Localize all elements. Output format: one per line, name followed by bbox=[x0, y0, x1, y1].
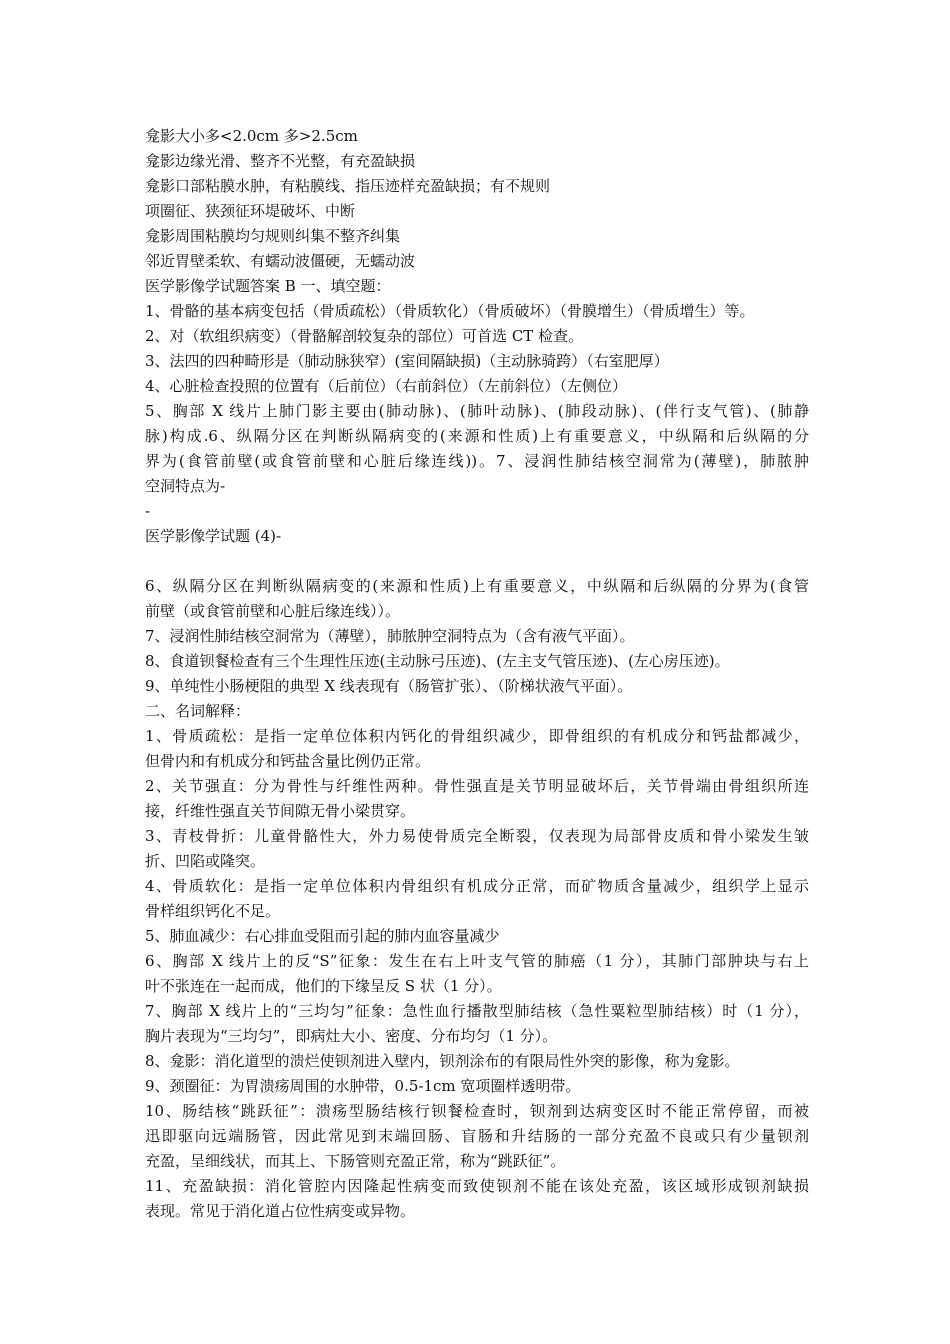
text-line: 龛影大小多<2.0cm 多>2.5cm bbox=[145, 127, 358, 145]
text-line: 折、凹陷或隆突。 bbox=[145, 852, 266, 870]
text-line: 4、骨质软化：是指一定单位体积内骨组织有机成分正常，而矿物质含量减少，组织学上显示 bbox=[145, 877, 809, 895]
text-line: 7、浸润性肺结核空洞常为（薄壁），肺脓肿空洞特点为（含有液气平面）。 bbox=[145, 627, 635, 645]
text-line: 龛影口部粘膜水肿，有粘膜线、指压迹样充盈缺损；有不规则 bbox=[145, 177, 551, 195]
text-line: 9、颈圈征：为胃溃疡周围的水肿带，0.5-1cm 宽项圈样透明带。 bbox=[145, 1077, 581, 1095]
separator-line: - bbox=[145, 502, 151, 520]
text-line: 2、对（软组织病变）（骨骼解剖较复杂的部位）可首选 CT 检查。 bbox=[145, 327, 584, 345]
text-line: 骨样组织钙化不足。 bbox=[145, 902, 281, 920]
text-line: 9、单纯性小肠梗阻的典型 X 线表现有（肠管扩张）、（阶梯状液气平面）。 bbox=[145, 677, 633, 695]
text-line: 2、关节强直：分为骨性与纤维性两种。骨性强直是关节明显破坏后，关节骨端由骨组织所连 bbox=[145, 777, 809, 795]
text-line: 8、龛影：消化道型的溃烂使钡剂进入壁内，钡剂涂布的有限局性外突的影像，称为龛影。 bbox=[145, 1052, 740, 1070]
document-section-1 bbox=[145, 124, 809, 549]
text-line: 龛影周围粘膜均匀规则纠集不整齐纠集 bbox=[145, 227, 401, 245]
text-line: 龛影边缘光滑、整齐不光整，有充盈缺损 bbox=[145, 152, 416, 170]
text-line: 空洞特点为- bbox=[145, 477, 226, 495]
text-line: 迅即驱向远端肠管，因此常见到末端回肠、盲肠和升结肠的一部分充盈不良或只有少量钡剂 bbox=[145, 1127, 809, 1145]
text-line: 6、纵隔分区在判断纵隔病变的(来源和性质)上有重要意义，中纵隔和后纵隔的分界为(食管 bbox=[145, 577, 809, 595]
text-line: 3、青枝骨折：儿童骨骼性大，外力易使骨质完全断裂，仅表现为局部骨皮质和骨小梁发生皱 bbox=[145, 827, 809, 845]
page-header: 医学影像学试题 (4)- bbox=[145, 527, 282, 545]
document-section-2 bbox=[145, 574, 809, 1224]
text-line: 叶不张连在一起而成，他们的下缘呈反 S 状（1 分）。 bbox=[145, 977, 502, 995]
text-line: 脉)构成.6、纵隔分区在判断纵隔病变的(来源和性质)上有重要意义，中纵隔和后纵隔的分 bbox=[145, 427, 809, 445]
text-line: 界为(食管前壁(或食管前壁和心脏后缘连线))。7、浸润性肺结核空洞常为(薄壁)，肺脓肿 bbox=[145, 452, 809, 470]
text-line: 11、充盈缺损：消化管腔内因隆起性病变而致使钡剂不能在该处充盈，该区域形成钡剂缺损 bbox=[145, 1177, 809, 1195]
text-line: 5、肺血减少：右心排血受阻而引起的肺内血容量减少 bbox=[145, 927, 500, 945]
text-line: 3、法四的四种畸形是（肺动脉狭窄）(室间隔缺损)（主动脉骑跨）（右室肥厚） bbox=[145, 352, 669, 370]
text-line: 但骨内和有机成分和钙盐含量比例仍正常。 bbox=[145, 752, 431, 770]
blank-line bbox=[145, 549, 809, 574]
section-heading: 医学影像学试题答案 B 一、填空题： bbox=[145, 277, 391, 295]
text-line: 5、胸部 X 线片上肺门影主要由(肺动脉)、(肺叶动脉)、(肺段动脉)、(伴行支气管)、(肺静 bbox=[145, 402, 809, 420]
text-line: 胸片表现为“三均匀”，即病灶大小、密度、分布均匀（1 分）。 bbox=[145, 1027, 558, 1045]
text-line: 10、肠结核“跳跃征”：溃疡型肠结核行钡餐检查时，钡剂到达病变区时不能正常停留，而被 bbox=[145, 1102, 809, 1120]
document-page bbox=[145, 124, 809, 1224]
text-line: 项圈征、狭颈征环堤破坏、中断 bbox=[145, 202, 356, 220]
text-line: 充盈，呈细线状，而其上、下肠管则充盈正常，称为“跳跃征”。 bbox=[145, 1152, 566, 1170]
text-line: 4、心脏检查投照的位置有（后前位）（右前斜位）（左前斜位）（左侧位） bbox=[145, 377, 628, 395]
text-line: 表现。常见于消化道占位性病变或异物。 bbox=[145, 1202, 416, 1220]
text-line: 1、骨质疏松：是指一定单位体积内钙化的骨组织减少，即骨组织的有机成分和钙盐都减少， bbox=[145, 727, 809, 745]
text-line: 接，纤维性强直关节间隙无骨小梁贯穿。 bbox=[145, 802, 416, 820]
section-heading: 二、名词解释： bbox=[145, 702, 251, 720]
text-line: 6、胸部 X 线片上的反“S”征象：发生在右上叶支气管的肺癌（1 分），其肺门部肿块与右上 bbox=[145, 952, 809, 970]
text-line: 1、骨骼的基本病变包括（骨质疏松）（骨质软化）（骨质破坏）（骨膜增生）（骨质增生）等。 bbox=[145, 302, 755, 320]
text-line: 前壁（或食管前壁和心脏后缘连线））。 bbox=[145, 602, 401, 620]
text-line: 邻近胃壁柔软、有蠕动波僵硬，无蠕动波 bbox=[145, 252, 416, 270]
text-line: 7、胸部 X 线片上的“三均匀”征象：急性血行播散型肺结核（急性粟粒型肺结核）时（1 分）， bbox=[145, 1002, 809, 1020]
text-line: 8、食道钡餐检查有三个生理性压迹(主动脉弓压迹)、(左主支气管压迹)、(左心房压迹)。 bbox=[145, 652, 730, 670]
